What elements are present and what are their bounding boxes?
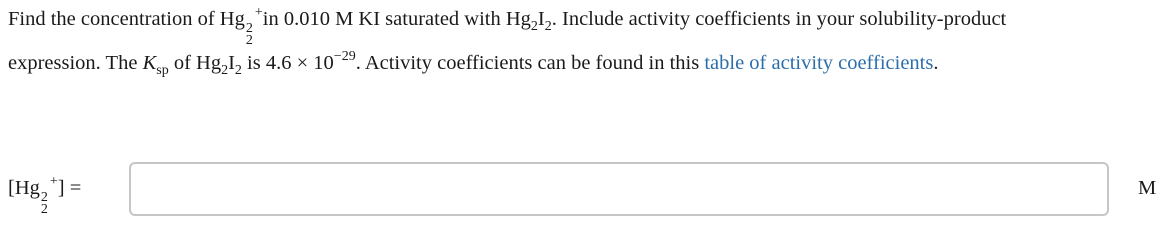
unit-label: M	[1138, 177, 1157, 199]
ion-superscript: 2	[245, 21, 253, 36]
question-line-1	[8, 3, 1158, 47]
answer-label-close: ] =	[57, 177, 82, 199]
mercury-ion-superscript-subscript	[246, 23, 253, 47]
question-text	[8, 3, 1158, 80]
question-part-3: . Include activity coefficients in your solubility-product	[551, 8, 1007, 30]
iodine-subscript-2: 2	[234, 63, 242, 78]
question-part-2: in 0.010 M KI saturated with Hg	[262, 8, 531, 30]
question-part-1: Find the concentration of Hg	[8, 8, 245, 30]
ksp-subscript: sp	[156, 63, 169, 78]
answer-ion-superscript-subscript	[41, 192, 48, 216]
ion-charge: +	[254, 5, 263, 20]
question-part-8: .	[933, 52, 939, 74]
answer-label	[8, 174, 81, 216]
question-part-6: is 4.6 × 10	[241, 52, 334, 74]
activity-coefficients-link[interactable]: table of activity coefficients	[704, 52, 934, 74]
answer-ion-charge: +	[49, 174, 58, 189]
ion-subscript: 2	[245, 33, 253, 48]
iodine-symbol-2: I	[228, 52, 235, 74]
answer-ion-subscript: 2	[40, 202, 48, 217]
answer-ion-superscript: 2	[40, 190, 48, 205]
question-part-4: expression. The	[8, 52, 143, 74]
answer-label-open: [Hg	[8, 177, 40, 199]
ksp-symbol: K	[142, 52, 157, 74]
hg-subscript-2: 2	[221, 63, 229, 78]
iodine-subscript: 2	[544, 19, 552, 34]
question-part-5: of Hg	[168, 52, 222, 74]
question-part-7: . Activity coefficients can be found in this	[355, 52, 705, 74]
iodine-symbol: I	[537, 8, 545, 30]
hg-subscript: 2	[530, 19, 538, 34]
question-line-2	[8, 47, 1158, 80]
exponent: −29	[333, 49, 356, 64]
answer-row	[0, 160, 1170, 216]
concentration-answer-input[interactable]	[129, 162, 1109, 216]
